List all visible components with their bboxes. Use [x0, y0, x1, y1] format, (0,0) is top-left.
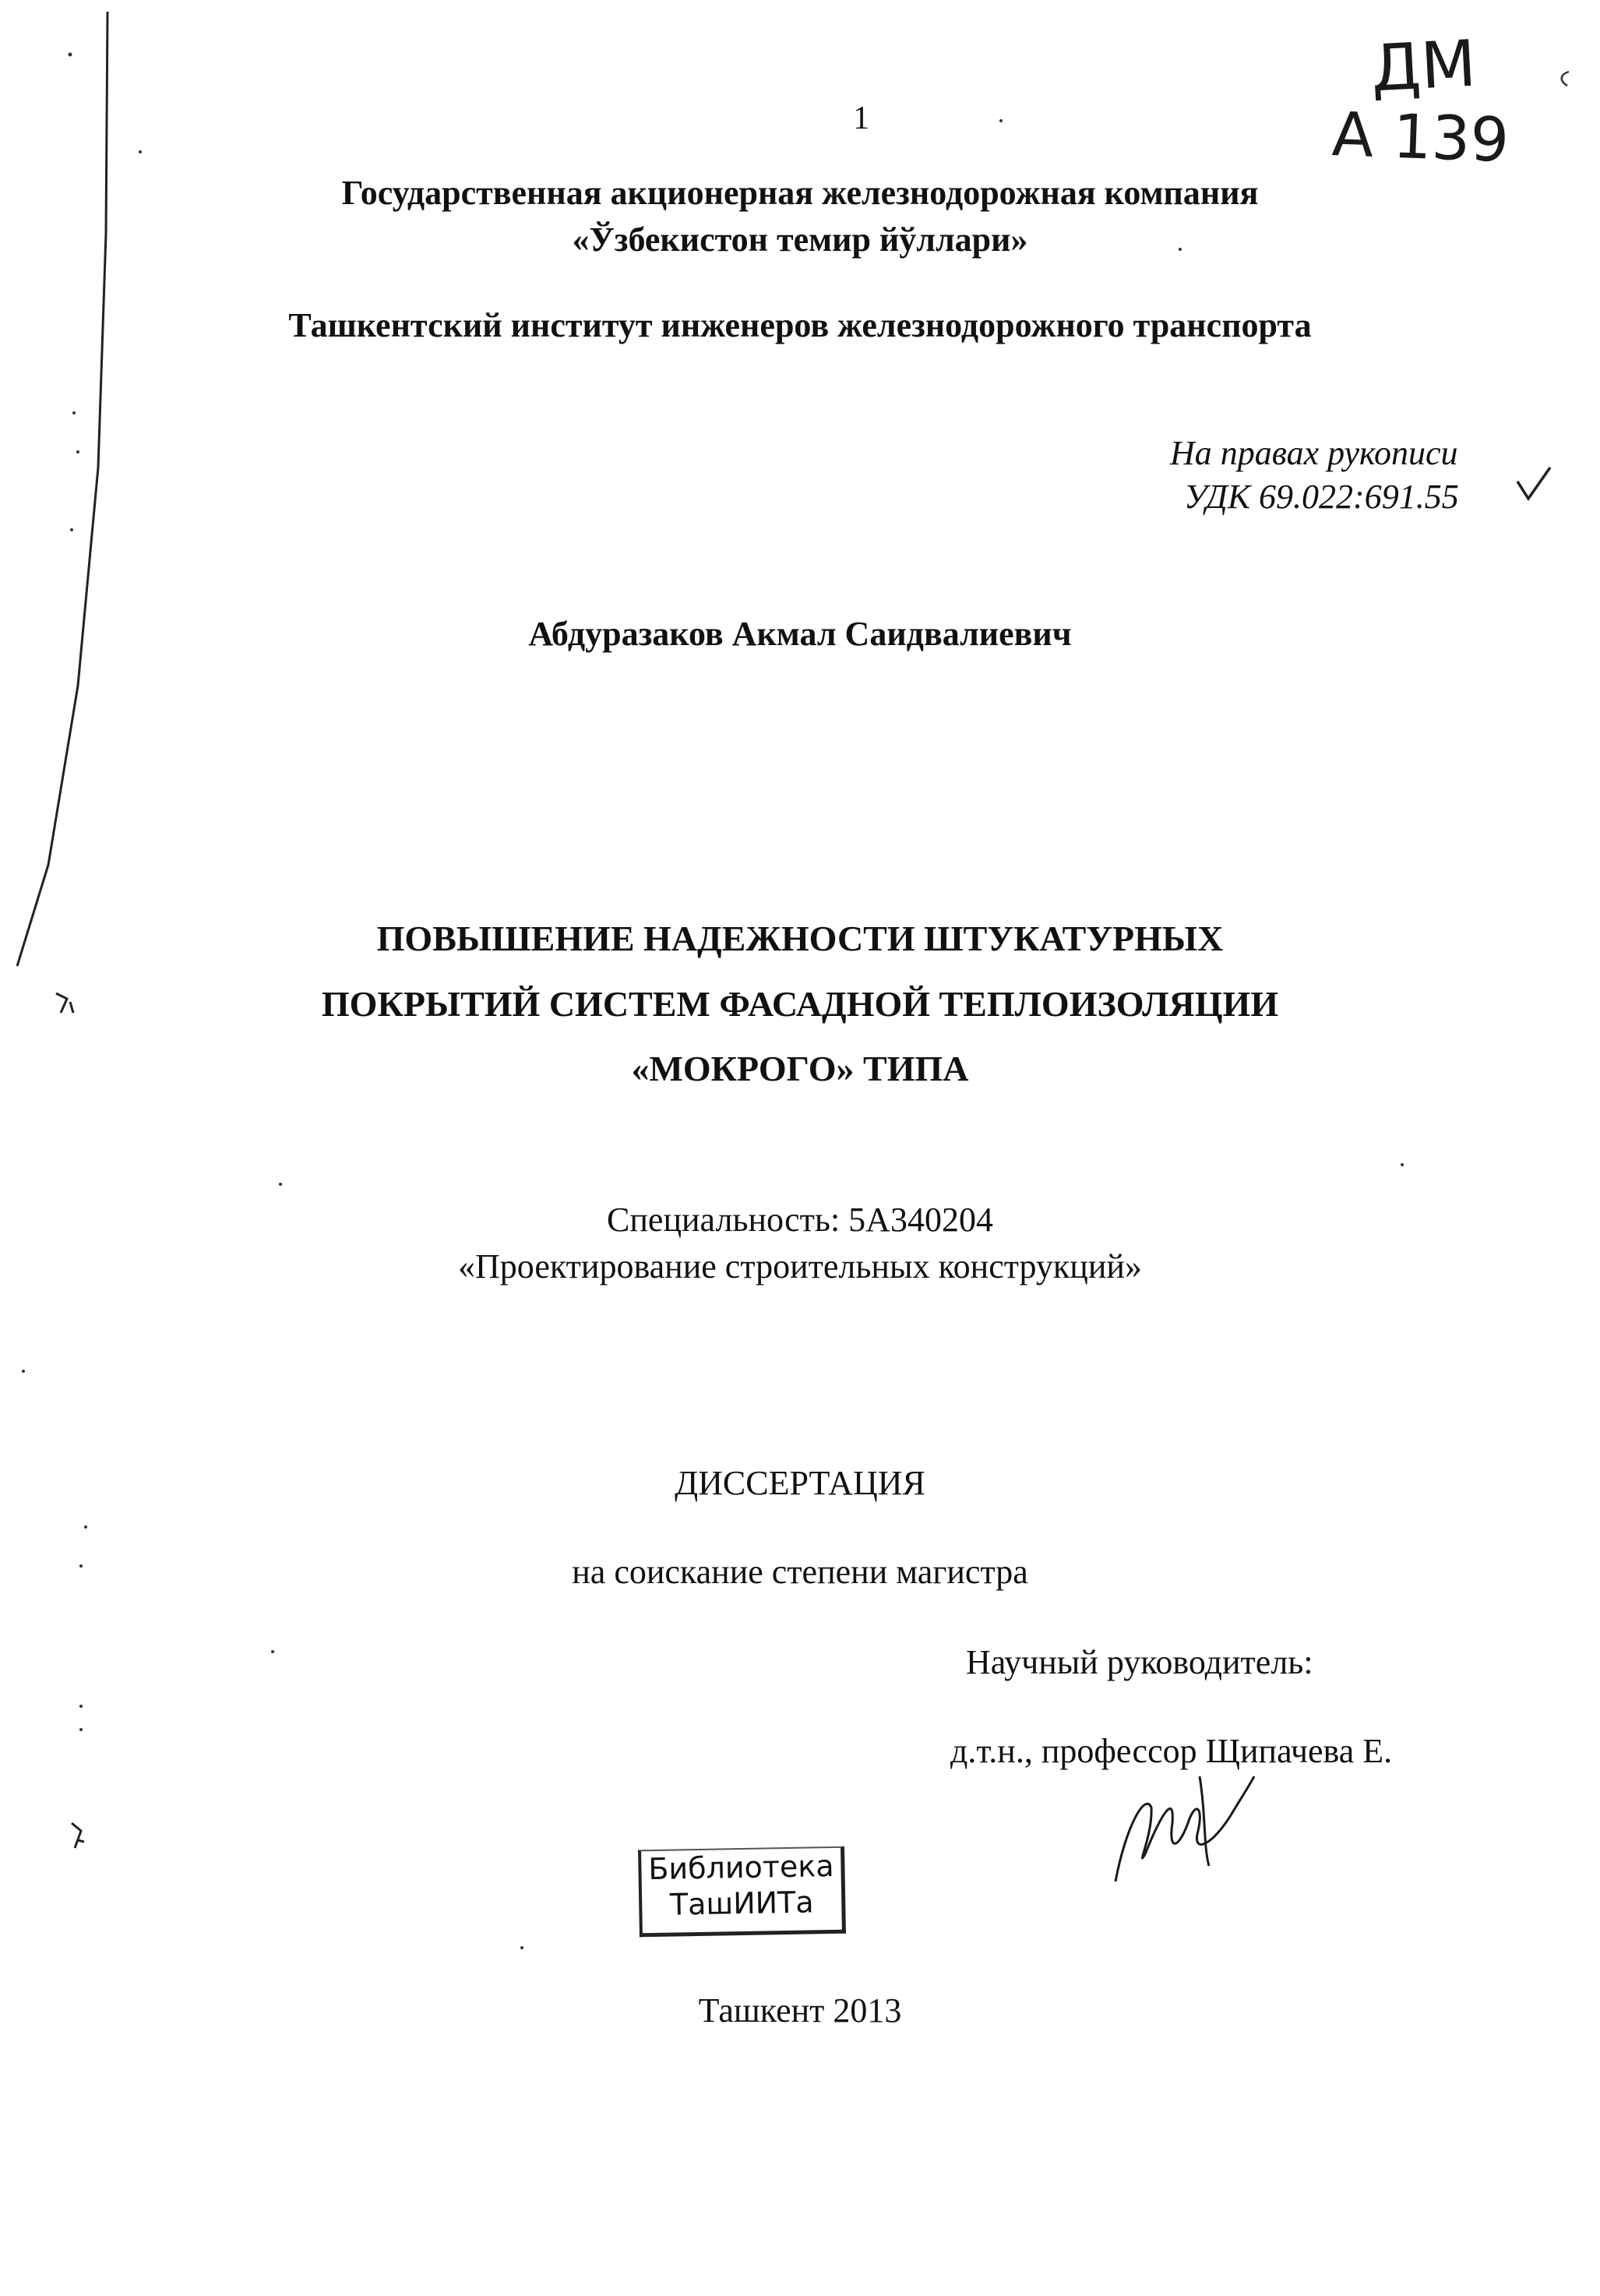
handwritten-code-1: ДМ: [1369, 26, 1478, 107]
udc-code: УДК 69.022:691.55: [1184, 478, 1459, 516]
page-number: 1: [853, 101, 869, 136]
margin-line: [17, 12, 107, 966]
specialty-code: Специальность: 5А340204: [607, 1201, 993, 1239]
scan-mark-left-2: [72, 1823, 84, 1848]
handwritten-code-2: А 139: [1330, 100, 1510, 176]
organization-line-2: «Ўзбекистон темир йўллари»: [572, 220, 1028, 259]
author-name: Абдуразаков Акмал Саидвалиевич: [528, 615, 1072, 653]
library-stamp-line-1: Библиотека: [647, 1848, 834, 1887]
check-mark-icon: [1517, 467, 1550, 499]
library-stamp: [638, 1846, 846, 1938]
city-year: Ташкент 2013: [698, 1991, 902, 2030]
document-type: ДИССЕРТАЦИЯ: [675, 1464, 925, 1502]
organization-line-1: Государственная акционерная железнодорожная компания: [341, 174, 1259, 212]
title-line-1: ПОВЫШЕНИЕ НАДЕЖНОСТИ ШТУКАТУРНЫХ: [376, 919, 1224, 958]
title-line-2: ПОКРЫТИЙ СИСТЕМ ФАСАДНОЙ ТЕПЛОИЗОЛЯЦИИ: [321, 984, 1279, 1024]
rights-notice: На правах рукописи: [1170, 434, 1458, 472]
supervisor-label: Научный руководитель:: [966, 1643, 1313, 1681]
signature-icon: [1115, 1776, 1254, 1882]
supervisor-name: д.т.н., профессор Щипачева Е.: [950, 1732, 1393, 1770]
title-line-3: «МОКРОГО» ТИПА: [631, 1049, 969, 1088]
degree-line: на соискание степени магистра: [572, 1553, 1028, 1591]
library-stamp-line-2: ТашИИТа: [669, 1885, 814, 1922]
specialty-name: «Проектирование строительных конструкций»: [458, 1247, 1142, 1286]
handwritten-arrow-icon: [1562, 72, 1569, 86]
institute-name: Ташкентский институт инженеров железнодорожного транспорта: [288, 306, 1312, 344]
